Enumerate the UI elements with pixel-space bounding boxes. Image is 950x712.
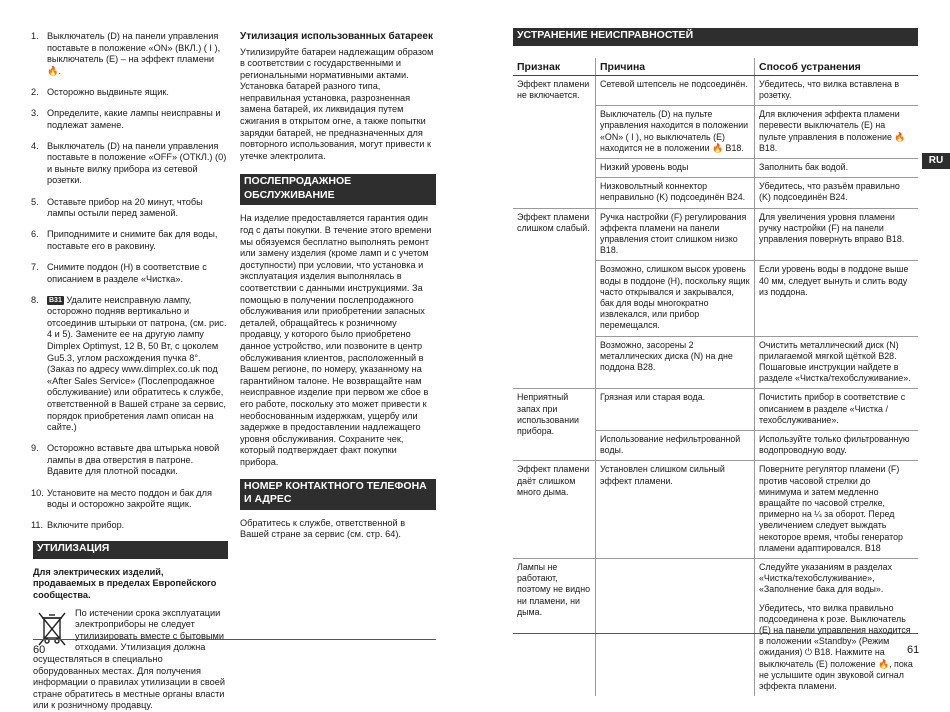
figure-badge: B31: [49, 296, 62, 304]
table-row: [513, 559, 918, 600]
symptom-cell: Лампы не работают, поэтому не видно ни пламени, ни дыма.: [517, 562, 591, 617]
remedy-cell: Убедитесь, что вилка вставлена в розетку.: [755, 75, 919, 105]
step-item: 11. Включите прибор.: [31, 520, 125, 531]
cause-cell: Использование нефильтрованной воды.: [596, 430, 755, 460]
right-page: [475, 0, 950, 692]
step-item: 8. B31 Удалите неисправную лампу, осторожно подняв вертикально и отсоединив штырьки от патрона, (см. рис. 4 и 5). Замените ее на другую лампу Dimplex Optimyst, 12 В, 50 Вт, с цоколем Gu5.3, углом расхождения пучка 8°. (Заказ по адресу www.dimplex.co.uk под «After Sales Service» (Послепродажное обслуживание) или обратитесь к службе, ответственной в Вашей стране за сервис, порядок приобретения ламп описан на сайте.): [31, 294, 227, 433]
step-item: 9. Осторожно вставьте два штырька новой лампы в два отверстия в патроне. Вдавите для плотной посадки.: [31, 443, 220, 477]
cause-cell: Сетевой штепсель не подсоединён.: [596, 75, 755, 105]
symptom-cell: Эффект пламени слишком слабый.: [513, 208, 596, 389]
remedy-cell: Для увеличения уровня пламени ручку настройки (F) на панели управления повернуть вправо B18.: [755, 208, 919, 261]
aftersales-text: На изделие предоставляется гарантия один год с даты покупки. В течение этого времени мы обязуемся бесплатно выполнять ремонт или замену изделия (кроме ламп и с учетом доступности) при условии, что установка и эксплуатация изделия выполнялась в соответствии с данными инструкциями. За помощью в получении послепродажного обслуживания или приобретении запасных деталей, обращайтесь к розничному продавцу, у которого было приобретено данное устройство, или позвоните в центр обслуживания клиентов, расположенный в Вашем регионе, по номеру, указанному на гарантийном талоне. Не возвращайте нам неисправное изделие при первом же сбое в его работе, поскольку это может привести к необоснованным издержкам, ущербу или задержке в предоставлении надлежащего уровня обслуживания. Сохраните чек, который подтверждает факт покупки прибора.: [240, 213, 432, 467]
step-item: 10. Установите на место поддон и бак для воды и осторожно закройте ящик.: [31, 487, 212, 510]
cause-cell: Установлен слишком сильный эффект пламени.: [596, 461, 755, 559]
replace-lamp-steps: [33, 31, 228, 532]
column-header: Признак: [513, 58, 596, 76]
cause-cell: Выключатель (D) на пульте управления находится в положении «ON» ( I ), но выключатель (E) находится не в положении 🔥 B18.: [596, 106, 755, 159]
batteries-title: Утилизация использованных батареек: [240, 31, 433, 42]
remedy-cell: Убедитесь, что вилка правильно подсоединена к розе. Выключатель (E) на панели управления находится в положении «Standby» (Режим ожидания) ⏻ B18. Нажмите на выключатель (E) положение 🔥, пока не услышите один звуковой сигнал эффекта пламени.: [755, 600, 919, 697]
symptom-cell: Эффект пламени даёт слишком много дыма.: [513, 461, 596, 559]
remedy-cell: Убедитесь, что разъём правильно (K) подсоединён B24.: [755, 178, 919, 208]
table-row: [513, 208, 918, 261]
step-item: 1. Выключатель (D) на панели управления поставьте в положение «ON» (ВКЛ.) ( I ), выключатель (E) – на эффект пламени 🔥.: [31, 31, 221, 76]
table-row: [513, 389, 918, 431]
remedy-cell: Для включения эффекта пламени перевести выключатель (E) на пульте управления в положение 🔥 B18.: [755, 106, 919, 159]
cause-cell: Возможно, слишком высок уровень воды в поддоне (H), поскольку ящик часто открывался и закрывался, бак для воды многократно извлекался, или прибор перемещался.: [596, 261, 755, 336]
remedy-cell: Если уровень воды в поддоне выше 40 мм, следует вынуть и слить воду из поддона.: [755, 261, 919, 336]
column-header: Причина: [596, 58, 755, 76]
step-item: 6. Приподнимите и снимите бак для воды, поставьте его в раковину.: [31, 229, 218, 251]
disposal-header: УТИЛИЗАЦИЯ: [33, 541, 228, 559]
symptom-cell: Эффект пламени не включается.: [513, 75, 596, 208]
page-number-right: 61: [907, 644, 920, 656]
step-item: 7. Снимите поддон (H) в соответствие с описанием в разделе «Чистка».: [31, 261, 207, 284]
remedy-cell: Поверните регулятор пламени (F) против часовой стрелки до минимума и затем медленно вращайте по часовой стрелке, примерно на ¼ за оборот. Перед увеличением следует выждать некоторое время, чтобы генератор пламени адаптировался. B18: [755, 461, 919, 559]
remedy-cell: Очистить металлический диск (N) прилагаемой мягкой щёткой B28. Пошаговые инструкции найдете в разделе «Чистка/техобслуживание».: [755, 336, 919, 389]
table-row: [513, 75, 918, 105]
disposal-block: [33, 608, 228, 712]
symptom-cell: Неприятный запах при использовании прибора.: [513, 389, 596, 461]
step-item: 2. Осторожно выдвиньте ящик.: [31, 86, 169, 97]
troubleshooting-table: [513, 58, 918, 697]
left-column-1: [33, 31, 228, 712]
footer-rule: [33, 639, 436, 640]
remedy-cell: Используйте только фильтрованную водопроводную воду.: [755, 430, 919, 460]
left-page: [0, 0, 475, 711]
remedy-cell: Почистить прибор в соответствие с описанием в разделе «Чистка / техобслуживание».: [755, 389, 919, 431]
troubleshooting-header: УСТРАНЕНИЕ НЕИСПРАВНОСТЕЙ: [513, 28, 918, 46]
cause-cell: Низкий уровень воды: [596, 158, 755, 177]
disposal-text: По истечении срока эксплуатации электроприборы не следует утилизировать вместе с бытовыми отходами. Утилизация должна осуществляться в специально оборудованных местах. Для получения информации о правилах утилизации в своей стране обратитесь в местные органы власти или к розничному продавцу.: [33, 607, 225, 711]
step-item: 4. Выключатель (D) на панели управления поставьте в положение «OFF» (ОТКЛ.) (0) и выньте вилку прибора из сетевой розетки.: [31, 140, 227, 186]
table-header-row: [513, 58, 918, 76]
cause-cell: Ручка настройки (F) регулирования эффекта пламени на панели управления стоит слишком низко B18.: [596, 208, 755, 261]
page-number-left: 60: [33, 644, 46, 656]
table-row: [513, 461, 918, 559]
left-column-2: [240, 31, 436, 549]
batteries-text: Утилизируйте батареи надлежащим образом в соответствии с государственными и региональными нормативными актами. Установка батарей разного типа, неправильная установка, разрозненная замена батарей, их ликвидация путем сжигания в открытом огне, а также попытки зарядки батарей, не предназначенных для повторного использования, могут привести к утечке электролита.: [240, 46, 434, 161]
disposal-subtitle: Для электрических изделий, продаваемых в пределах Европейского сообщества.: [33, 566, 217, 600]
step-item: 3. Определите, какие лампы неисправны и подлежат замене.: [31, 107, 221, 130]
cause-cell: [596, 559, 755, 697]
column-header: Способ устранения: [755, 58, 919, 76]
contact-header: НОМЕР КОНТАКТНОГО ТЕЛЕФОНА И АДРЕС: [240, 479, 436, 510]
contact-text: Обратитесь к службе, ответственной в Вашей стране за сервис (см. стр. 64).: [240, 517, 406, 540]
remedy-cell: Следуйте указаниям в разделах «Чистка/техобслуживание», «Заполнение бака для воды».: [755, 559, 919, 600]
cause-cell: Низковольтный коннектор неправильно (K) подсоединён B24.: [596, 178, 755, 208]
troubleshooting-section: [513, 28, 918, 696]
cause-cell: Возможно, засорены 2 металлических диска (N) на дне поддона B28.: [596, 336, 755, 389]
cause-cell: Грязная или старая вода.: [596, 389, 755, 431]
language-tab: RU: [922, 153, 950, 169]
aftersales-header: ПОСЛЕПРОДАЖНОЕ ОБСЛУЖИВАНИЕ: [240, 174, 436, 205]
remedy-cell: Заполнить бак водой.: [755, 158, 919, 177]
step-item: 5. Оставьте прибор на 20 минут, чтобы лампы остыли перед заменой.: [31, 196, 203, 219]
weee-bin-icon: [35, 610, 69, 648]
footer-rule: [513, 633, 918, 634]
